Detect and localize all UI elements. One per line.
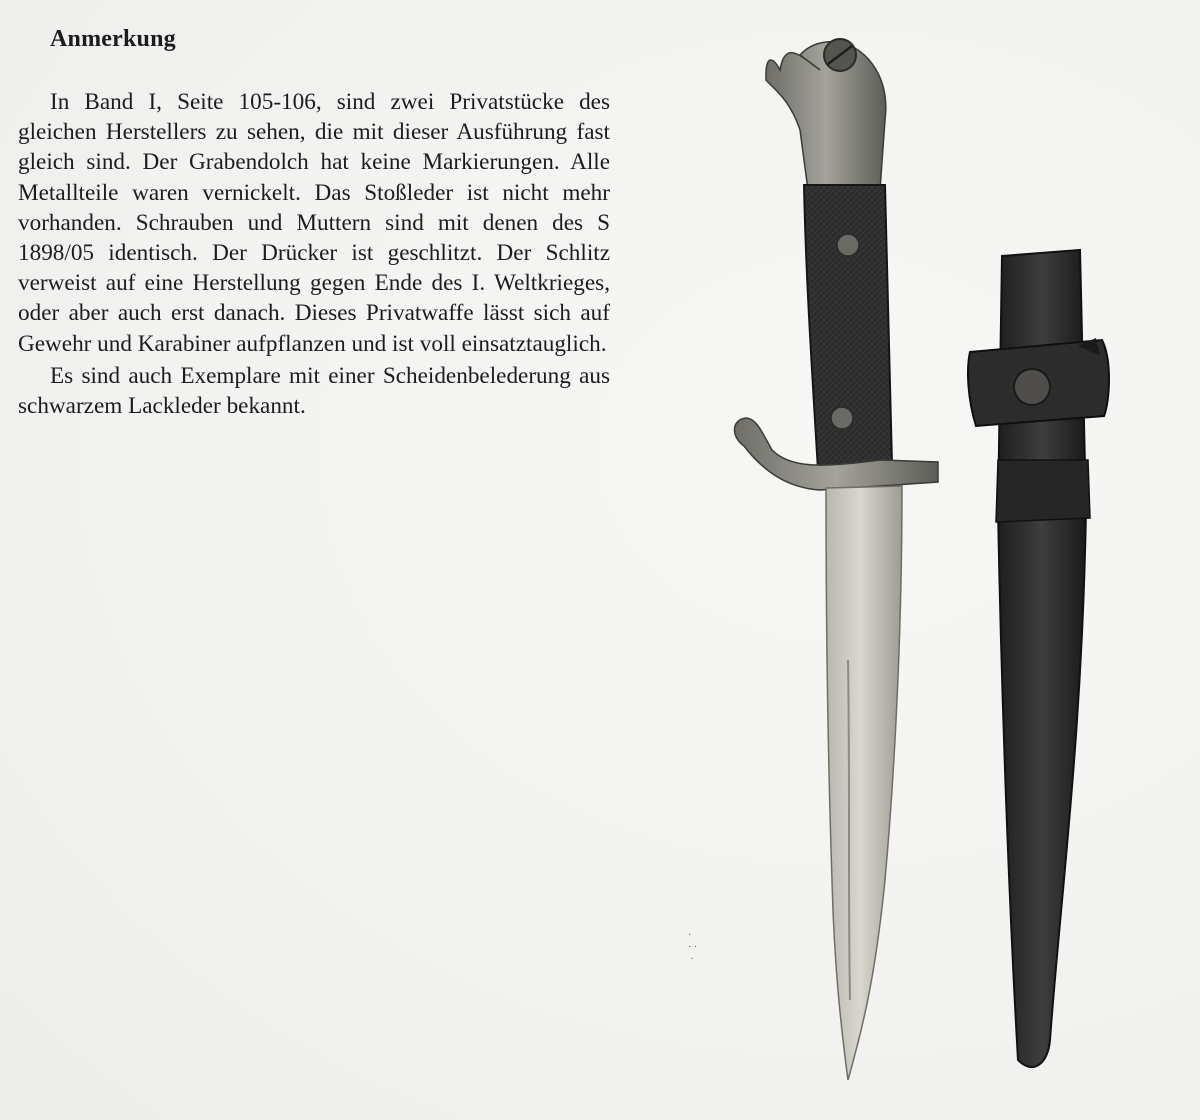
dagger-and-scabbard-illustration <box>680 20 1150 1120</box>
scabbard-throat <box>996 460 1090 522</box>
grip-screw-top <box>837 234 859 256</box>
dagger <box>735 39 939 1080</box>
dagger-photo <box>680 20 1150 1120</box>
frog-stud <box>1014 369 1050 405</box>
grip-screw-bottom <box>831 407 853 429</box>
text-column <box>18 26 610 421</box>
paragraph-1: In Band I, Seite 105-106, sind zwei Privatstücke des gleichen Herstellers zu sehen, die mit dieser Ausführung fast gleich sind. Der Grabendolch hat keine Markierungen. Alle Metallteile waren vernickelt. Das Stoßleder ist nicht mehr vorhanden. Schrauben und Muttern sind mit denen des S 1898/05 identisch. Der Drücker ist geschlitzt. Der Schlitz verweist auf eine Herstellung gegen Ende des I. Weltkrieges, oder aber auch erst danach. Dieses Privatwaffe lässt sich auf Gewehr und Karabiner aufpflanzen und ist voll einsatztauglich. <box>18 89 610 357</box>
paragraph-2: Es sind auch Exemplare mit einer Scheidenbelederung aus schwarzem Lackleder bekannt. <box>18 362 610 420</box>
scabbard <box>968 250 1109 1067</box>
section-heading: Anmerkung <box>50 26 176 52</box>
blade <box>826 486 902 1080</box>
scan-specks: · · · · <box>688 930 698 965</box>
